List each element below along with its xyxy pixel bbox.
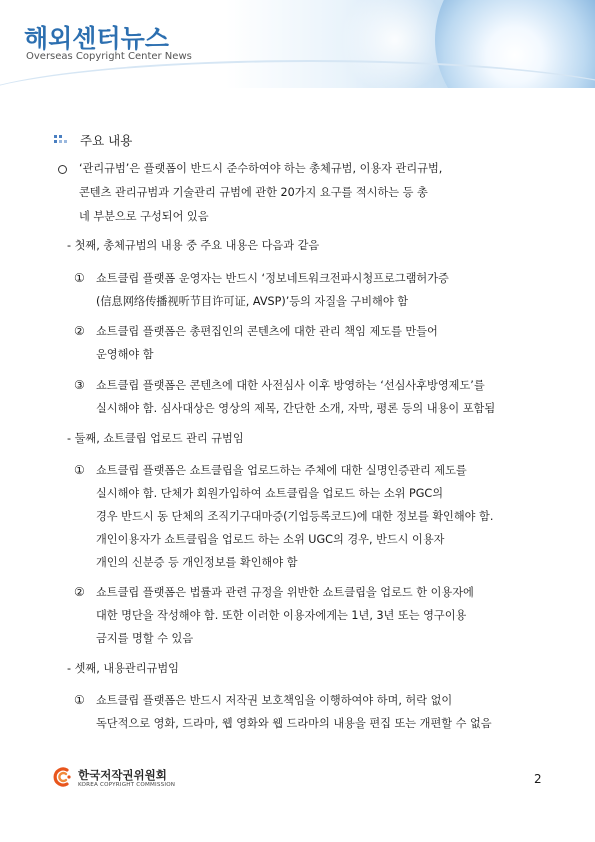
item-number: ② [74,585,85,599]
newsletter-subtitle: Overseas Copyright Center News [26,51,192,62]
item-line: 쇼트클립 플랫폼은 쇼트클립을 업로드하는 주체에 대한 실명인증관리 제도를 [96,464,467,477]
item-line: 실시해야 함. 심사대상은 영상의 제목, 간단한 소개, 자막, 평론 등의 내용이 포함됨 [96,402,496,415]
item-line: 쇼트클립 플랫폼은 반드시 저작권 보호책임을 이행하여야 하며, 허락 없이 [96,694,453,707]
circle-bullet-icon [58,165,67,174]
newsletter-title: 해외센터뉴스 [24,24,169,53]
item-number: ① [74,693,85,707]
item-number: ② [74,324,85,338]
item-line: 대한 명단을 작성해야 함. 또한 이러한 이용자에게는 1년, 3년 또는 영구이용 [96,609,467,622]
kcc-logo-icon [52,766,74,788]
page-number: 2 [534,772,542,786]
org-name: 한국저작권위원회 [78,768,167,782]
item-line: 쇼트클립 플랫폼은 콘텐츠에 대한 사전심사 이후 방영하는 ‘선심사후방영제도’를 [96,379,485,392]
item-line: 쇼트클립 플랫폼은 총편집인의 콘텐츠에 대한 관리 책임 제도를 만들어 [96,325,438,338]
item-line: 경우 반드시 동 단체의 조직기구대마증(기업등록코드)에 대한 정보를 확인해야 함. [96,510,494,523]
page-header [0,0,595,88]
item-line: 운영해야 함 [96,348,154,361]
item-number: ③ [74,378,85,392]
item-line: (信息网络传播视听节目许可证, AVSP)’등의 자질을 구비해야 함 [96,295,409,308]
org-name-en: KOREA COPYRIGHT COMMISSION [78,782,176,788]
section-title: 주요 내용 [80,133,133,148]
squares-bullet-icon [54,135,67,144]
item-line: 쇼트클립 플랫폼 운영자는 반드시 ‘정보네트워크전파시청프로그램허가증 [96,272,449,285]
item-number: ① [74,463,85,477]
intro-line: ‘관리규범’은 플랫폼이 반드시 준수하여야 하는 총체규범, 이용자 관리규범, [79,162,443,175]
item-line: 독단적으로 영화, 드라마, 웹 영화와 웹 드라마의 내용을 편집 또는 개편할 수 없음 [96,717,492,730]
item-line: 금지를 명할 수 있음 [96,632,194,645]
item-line: 쇼트클립 플랫폼은 법률과 관련 규정을 위반한 쇼트클립을 업로드 한 이용자에 [96,586,474,599]
intro-line: 네 부분으로 구성되어 있음 [79,210,209,223]
item-number: ① [74,271,85,285]
item-line: 실시해야 함. 단체가 회원가입하여 쇼트클립을 업로드 하는 소위 PGC의 [96,487,444,500]
group-heading: - 셋째, 내용관리규범임 [67,662,179,675]
intro-line: 콘텐츠 관리규범과 기술관리 규범에 관한 20가지 요구를 적시하는 등 총 [79,186,428,199]
group-heading: - 첫째, 총체규범의 내용 중 주요 내용은 다음과 같음 [67,239,320,252]
item-line: 개인이용자가 쇼트클립을 업로드 하는 소위 UGC의 경우, 반드시 이용자 [96,533,445,546]
item-line: 개인의 신분증 등 개인정보를 확인해야 함 [96,556,298,569]
group-heading: - 둘째, 쇼트클립 업로드 관리 규범임 [67,432,244,445]
